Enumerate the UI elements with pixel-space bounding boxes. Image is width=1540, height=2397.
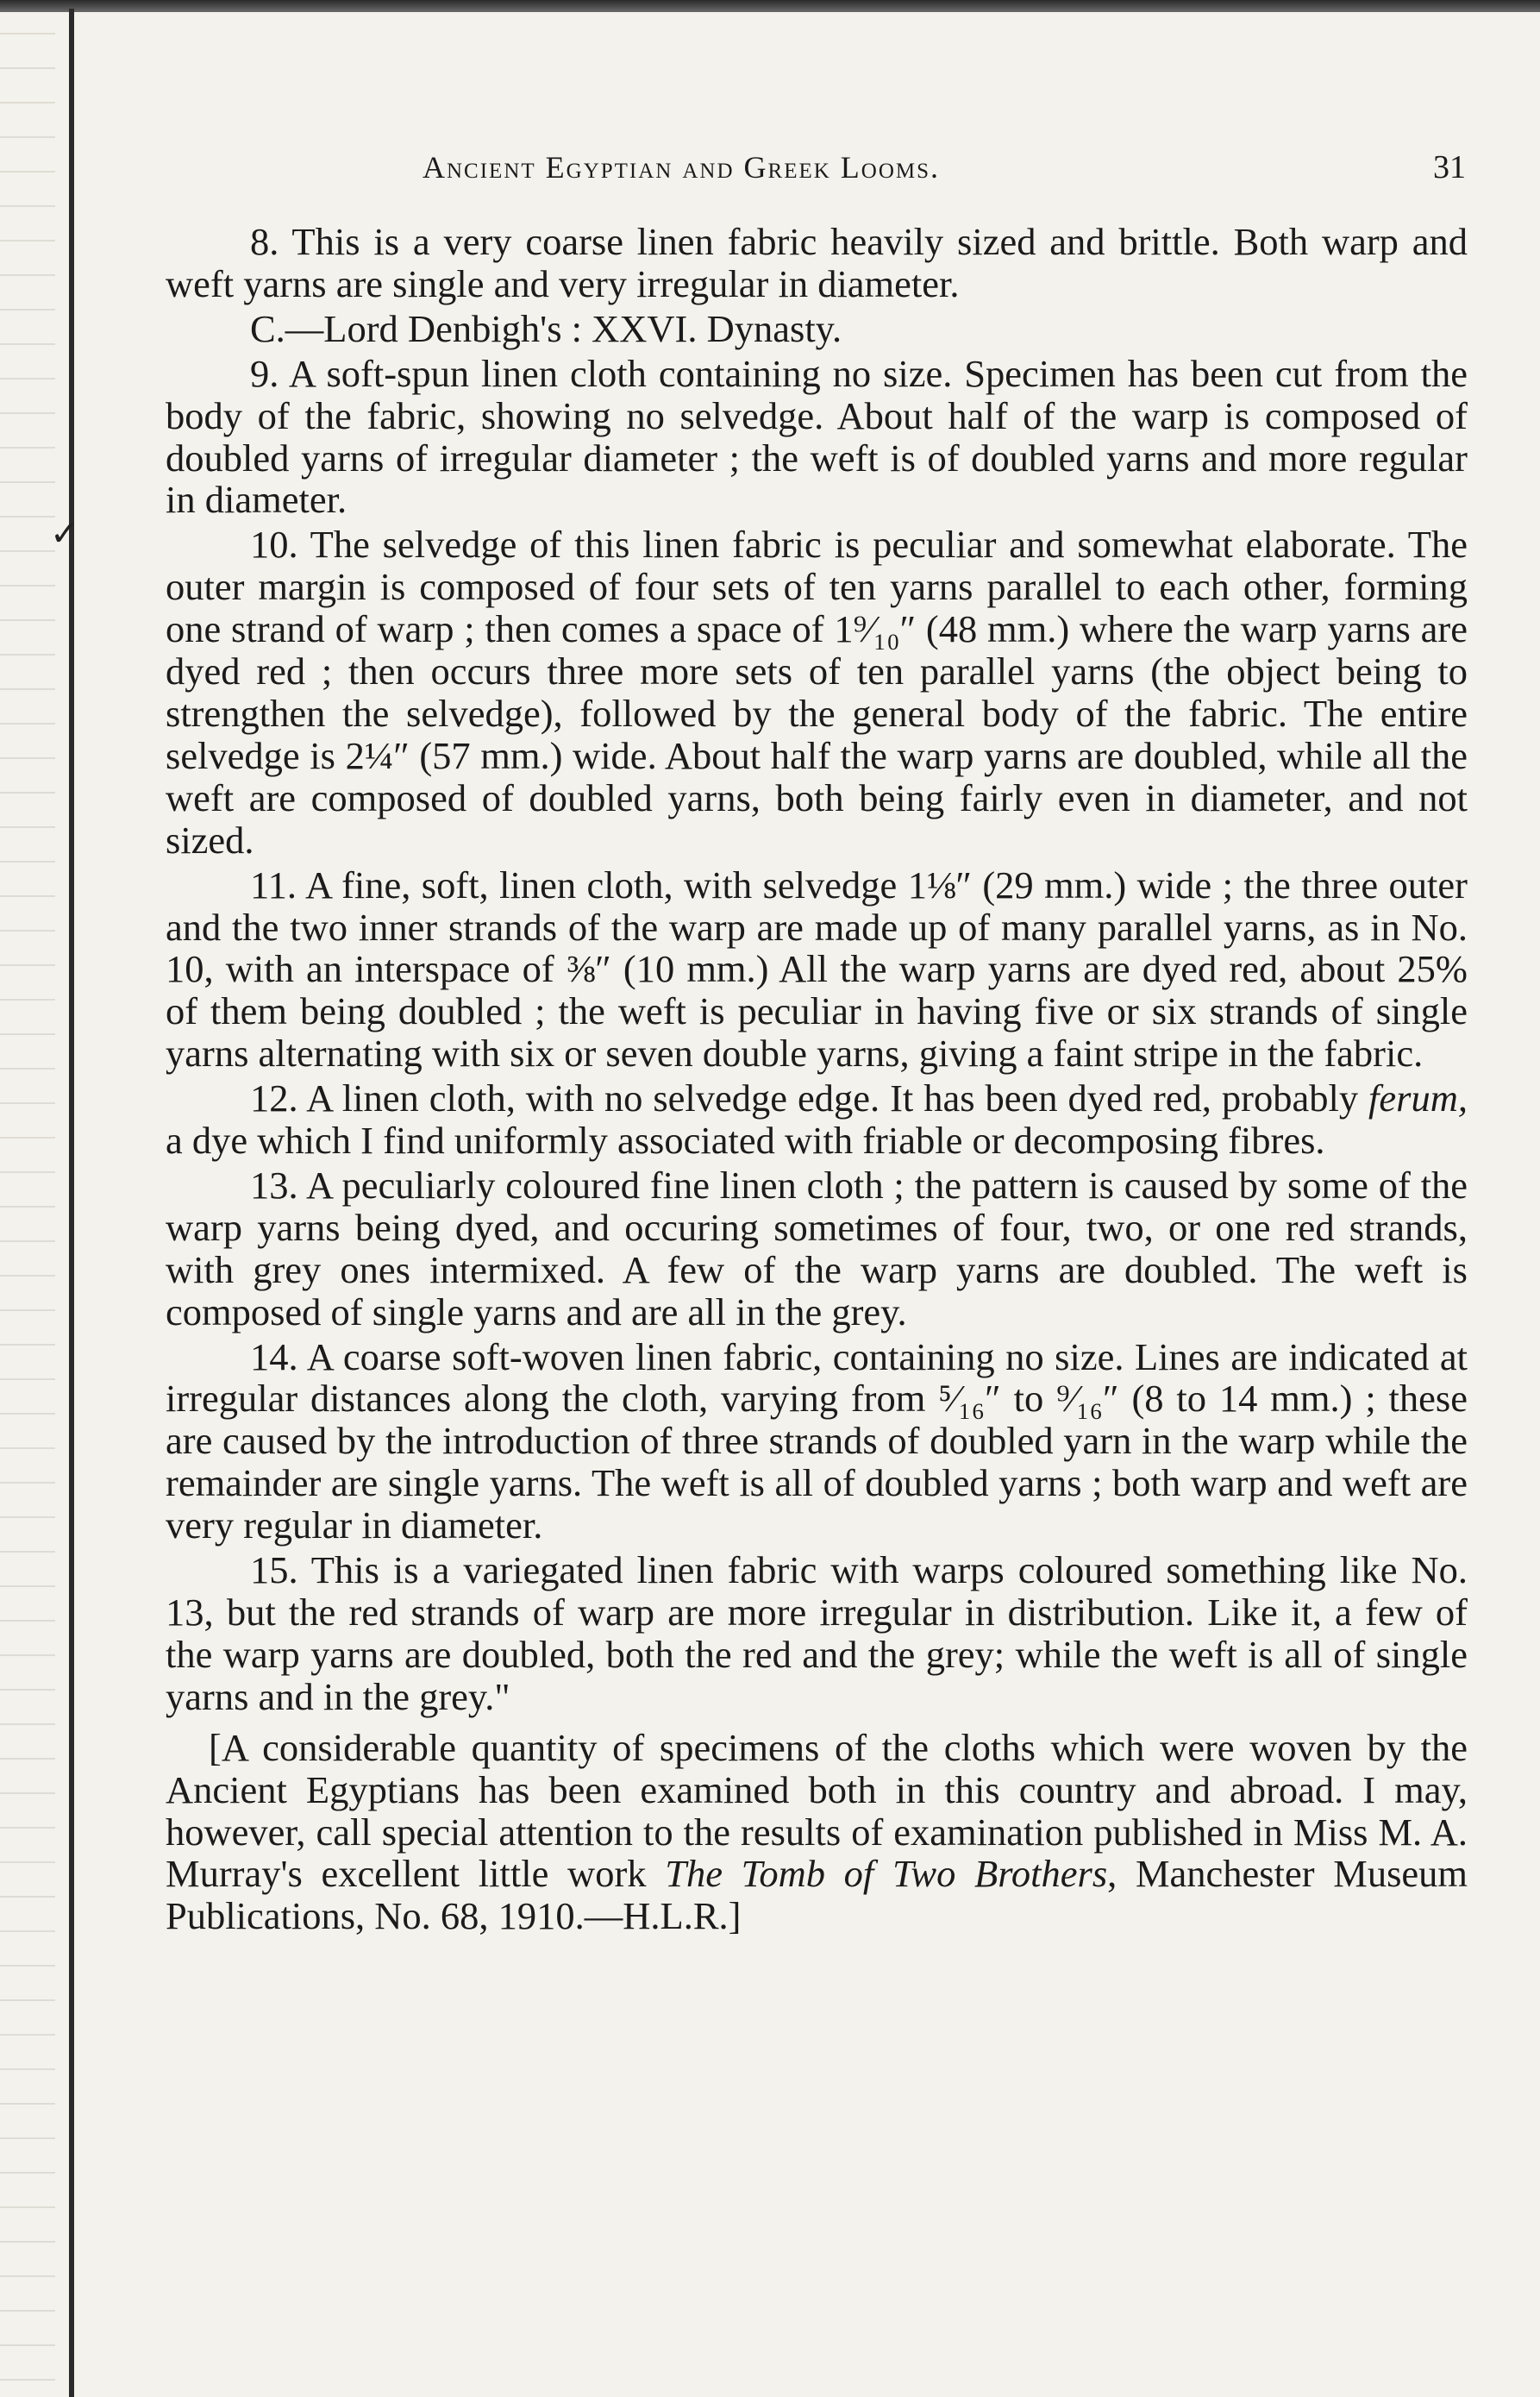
editor-note-text-a: [A considerable quantity of specimens of the cloths which were woven by the Ancient Egyptians has been examined both in this country and abroad. I may, however, call special attention to the results of examination published in Miss M. A. Murray's excellent little work xyxy=(166,1725,1468,1896)
page-top-rule xyxy=(0,0,1540,12)
paragraph-item-8: 8. This is a very coarse linen fabric heavily sized and brittle. Both warp and weft yarns are single and very irregular in diameter. xyxy=(166,220,1468,305)
paragraph-item-11: 11. A fine, soft, linen cloth, with selvedge 1⅛″ (29 mm.) wide ; the three outer and the two inner strands of the warp are made up of many parallel yarns, as in No. 10, with an interspace of ⅜″ (10 mm.) All the warp yarns are dyed red, about 25% of them being doubled ; the weft is peculiar in having five or six strands of single yarns alternating with six or seven double yarns, giving a faint stripe in the fabric. xyxy=(166,863,1468,1076)
page-binding-rule xyxy=(69,9,74,2397)
paragraph-12-text-a: 12. A linen cloth, with no selvedge edge. It has been dyed red, probably xyxy=(250,1076,1369,1120)
paragraph-item-15: 15. This is a variegated linen fabric with warps coloured something like No. 13, but the red strands of warp are more irregular in distribution. Like it, a few of the warp yarns are doubled, both the red and the grey; while the weft is all of single yarns and in the grey." xyxy=(166,1548,1468,1718)
running-title: Ancient Egyptian and Greek Looms. xyxy=(423,150,941,185)
page-number: 31 xyxy=(1433,149,1466,185)
editor-note-text-b: , Manchester Museum Publications, No. 68, 1910.—H.L.R.] xyxy=(166,1852,1468,1938)
section-heading-c: C.—Lord Denbigh's : XXVI. Dynasty. xyxy=(250,306,842,350)
editor-note xyxy=(166,1727,1468,1938)
page-body xyxy=(166,221,1468,1940)
margin-mark: ✓ xyxy=(50,514,79,554)
paragraph-item-13: 13. A peculiarly coloured fine linen cloth ; the pattern is caused by some of the warp yarns being dyed, and occuring sometimes of four, two, or one red strands, with grey ones intermixed. A few of the warp yarns are doubled. The weft is composed of single yarns and are all in the grey. xyxy=(166,1163,1468,1333)
paragraph-12-text-b: a dye which I find uniformly associated with friable or decomposing fibres. xyxy=(166,1119,1325,1163)
editor-note-book-title: The Tomb of Two Brothers xyxy=(665,1852,1108,1896)
page-left-edge xyxy=(0,0,55,2397)
page-header xyxy=(423,148,1474,186)
paragraph-item-14: 14. A coarse soft-woven linen fabric, containing no size. Lines are indicated at irregular distances along the cloth, varying from ⁵⁄₁₆″ to ⁹⁄₁₆″ (8 to 14 mm.) ; these are caused by the introduction of three strands of doubled yarn in the warp while the remainder are single yarns. The weft is all of doubled yarns ; both warp and weft are very regular in diameter. xyxy=(166,1334,1468,1547)
paragraph-item-9: 9. A soft-spun linen cloth containing no size. Specimen has been cut from the body of the fabric, showing no selvedge. About half of the warp is composed of doubled yarns of irregular diameter ; the weft is of doubled yarns and more regular in diameter. xyxy=(166,351,1468,522)
paragraph-item-10: 10. The selvedge of this linen fabric is peculiar and somewhat elaborate. The outer margin is composed of four sets of ten yarns parallel to each other, forming one strand of warp ; then comes a space of 1⁹⁄₁₀″ (48 mm.) where the warp yarns are dyed red ; then occurs three more sets of ten parallel yarns (the object being to strengthen the selvedge), followed by the general body of the fabric. The entire selvedge is 2¼″ (57 mm.) wide. About half the warp yarns are doubled, while all the weft are composed of doubled yarns, both being fairly even in diameter, and not sized. xyxy=(166,523,1468,862)
paragraph-item-12 xyxy=(166,1077,1468,1162)
paragraph-12-italic: ferum, xyxy=(1368,1076,1468,1120)
